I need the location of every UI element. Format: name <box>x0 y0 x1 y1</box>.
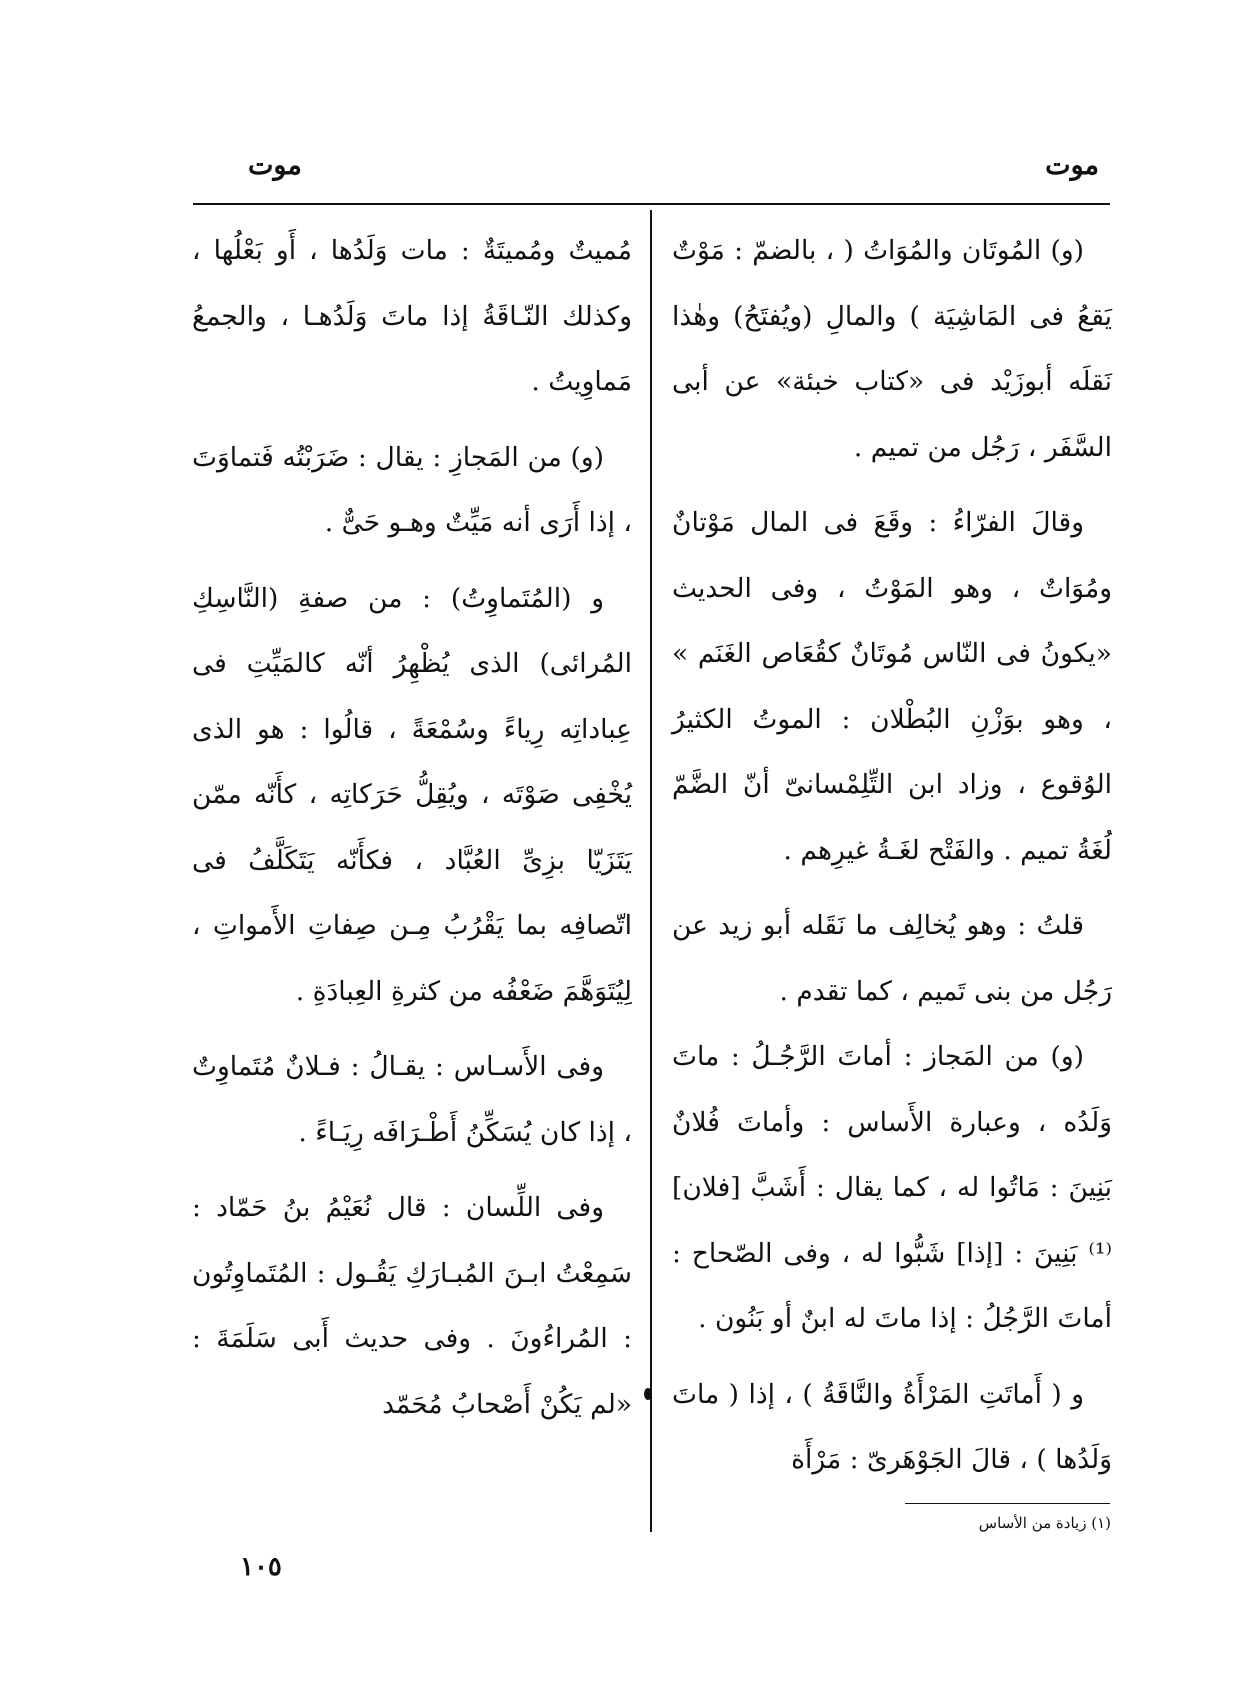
entry-paragraph: و ( أَماتَتِ المَرْأَةُ والنَّاقَةُ ) ، إذا ( ماتَ وَلَدُها ) ، قالَ الجَوْهَرىّ : مَرْأَة <box>672 1378 1112 1475</box>
footnote: (١) زيادة من الأساس <box>978 1514 1111 1532</box>
entry-paragraph: مُميتٌ ومُميتَةٌ : مات وَلَدُها ، أَو بَعْلُها ، وكذلك النّـاقَةُ إذا ماتَ وَلَدُهـا ، والجمعُ مَماوِيتُ . <box>192 235 632 397</box>
divider-mark <box>644 1388 652 1400</box>
right-column <box>672 218 1112 1493</box>
header-rule <box>193 203 1110 205</box>
entry-paragraph: (و) من المَجاز : أماتَ الرَّجُـلُ : ماتَ وَلَدُه ، وعبارة الأَساس : وأماتَ فُلانٌ بَنِينَ : مَاتُوا له ، كما يقال : أَشَبَّ [فلان] ⁽¹⁾ بَنِينَ : [إذا] شَبُّوا له ، وفى الصّحاح : أماتَ الرَّجُلُ : إذا ماتَ له ابنٌ أو بَنُون . <box>672 1041 1112 1334</box>
entry-paragraph: (و) المُوتَان والمُوَاتُ ( ، بالضمّ : مَوْتٌ يَقعُ فى المَاشِيَة ) والمالِ (ويُفتَحُ) وهٰذا نَقلَه أبوزَيْد فى «كتاب خبئة» عن أبى السَّفَر ، رَجُل من تميم . <box>672 235 1112 463</box>
column-divider <box>650 210 652 1532</box>
running-head-left: موت <box>248 150 302 181</box>
left-column <box>192 218 632 1437</box>
entry-paragraph: قلتُ : وهو يُخالِف ما نَقَله أبو زيد عن رَجُل من بنى تَميم ، كما تقدم . <box>672 910 1112 1007</box>
page-number: ١٠٥ <box>240 1552 282 1582</box>
entry-paragraph: وقالَ الفرّاءُ : وقَعَ فى المال مَوْتانٌ ومُوَاتٌ ، وهو المَوْتُ ، وفى الحديث «يكونُ فى النّاس مُوتَانٌ كقُعَاص الغَنَم » ، وهو بوَزْنِ البُطْلان : الموتُ الكثيرُ الوُقوع ، وزاد ابن التِّلِمْسانىّ أنّ الضَّمّ لُغَةُ تميم . والفَتْح لغَـةُ غيرِهم . <box>672 507 1112 866</box>
entry-paragraph: وفى اللِّسان : قال نُعَيْمُ بنُ حَمّاد : سَمِعْتُ ابـنَ المُبـارَكِ يَقُـول : المُتَماوِتُون : المُراءُونَ . وفى حديث أَبى سَلَمَةَ : «لم يَكُنْ أَصْحابُ مُحَمّد <box>192 1192 632 1420</box>
footnote-rule <box>905 1503 1110 1504</box>
running-head-right: موت <box>1045 150 1099 181</box>
entry-paragraph: وفى الأَسـاس : يقـالُ : فـلانٌ مُتَماوِتٌ ، إذا كان يُسَكِّنُ أَطْـرَافَه رِيَـاءً . <box>192 1051 632 1148</box>
entry-paragraph: (و) من المَجازِ : يقال : ضَرَبْتُه فَتماوَتَ ، إذا أَرَى أنه مَيِّتٌ وهـو حَىٌّ . <box>192 441 632 538</box>
entry-paragraph: و (المُتَماوِتُ) : من صفةِ (النَّاسِكِ المُرائى) الذى يُظْهِرُ أنّه كالمَيِّتِ فى عِباداتِه رِياءً وسُمْعَةً ، قالُوا : هو الذى يُخْفِى صَوْتَه ، ويُقِلُّ حَرَكاتِه ، كأَنّه ممّن يَتَزَيّا بزِىِّ العُبَّاد ، فكأَنّه يَتَكَلَّفُ فى اتّصافِه بما يَقْرُبُ مِـن صِفاتِ الأَمواتِ ، لِيُتَوَهَّمَ ضَعْفُه من كثرةِ العِبادَةِ . <box>192 582 632 1007</box>
